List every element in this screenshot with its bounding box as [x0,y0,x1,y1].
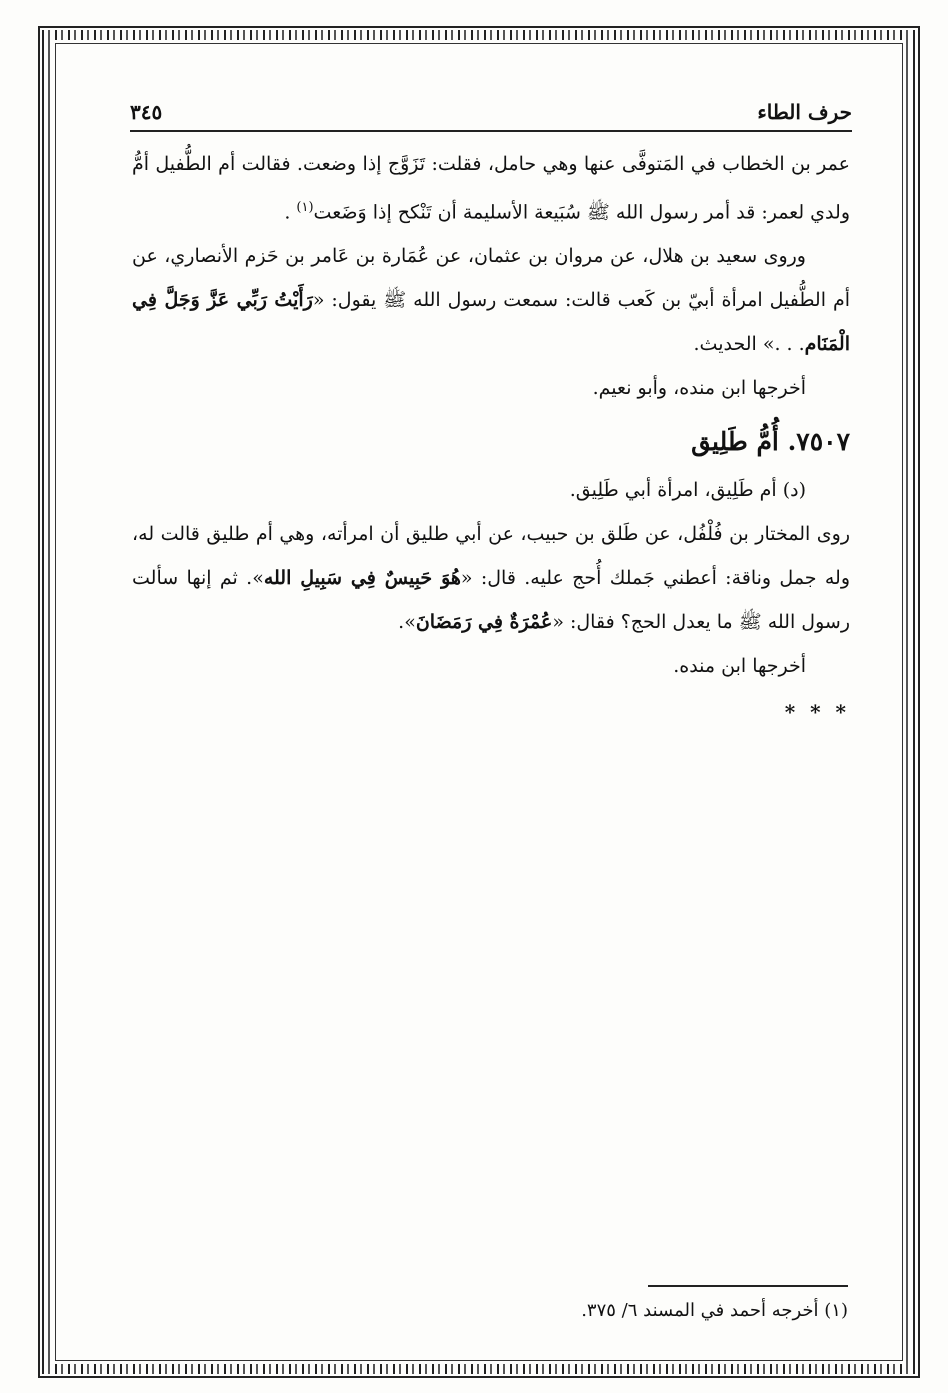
paragraph-5: روى المختار بن فُلْفُل، عن طَلق بن حبيب، عن أبي طليق أن امرأته، وهي أم طليق قالت له، وله جمل وناقة: أعطني جَملك أُحج عليه. قال: «هُوَ حَبِيسٌ فِي سَبِيلِ الله». ثم إنها سألت رسول الله ﷺ ما يعدل الحج؟ فقال: «عُمْرَةٌ فِي رَمَضَانَ». [132,523,851,634]
chapter-title: حرف الطاء [757,100,852,124]
footnote-marker: (١) [296,200,314,215]
entry-title: ٧٥٠٧. أُمُّ طَلِيق [691,427,850,457]
running-header [130,96,852,128]
paragraph-4: (د) أم طَلِيق، امرأة أبي طَلِيق. [569,479,806,502]
footnote-rule [648,1285,848,1287]
hadith-quote: عُمْرَةٌ فِي رَمَضَانَ [415,611,553,634]
paragraph-3: أخرجها ابن منده، وأبو نعيم. [592,377,806,400]
section-divider-stars: * * * [784,700,850,725]
hadith-quote: رَأَيْتُ رَبِّي عَزَّ وَجَلَّ فِي الْمَنَام [132,289,850,356]
paragraph-2: وروى سعيد بن هلال، عن مروان بن عثمان، عن عُمَارة بن عَامر بن حَزم الأنصاري، عن أم الطُّفيل امرأة أبيّ بن كَعب قالت: سمعت رسول الله ﷺ يقول: «رَأَيْتُ رَبِّي عَزَّ وَجَلَّ فِي الْمَنَام. . .» الحديث. [132,245,850,356]
footnote: (١) أخرجه أحمد في المسند ٦/ ٣٧٥. [581,1300,848,1321]
header-rule [130,130,852,132]
hadith-quote: هُوَ حَبِيسٌ فِي سَبِيلِ الله [263,567,461,590]
paragraph-1: عمر بن الخطاب في المَتوفَّى عنها وهي حامل، فقلت: تَزَوَّج إذا وضعت. فقالت أم الطُّفيل أمُّ ولدي لعمر: قد أمر رسول الله ﷺ سُبَيعة الأسليمة أن تَنْكح إذا وَضَعت$^{(١)}$ . [132,153,850,224]
paragraph-6: أخرجها ابن منده. [673,655,806,678]
page-number: ٣٤٥ [130,100,163,124]
main-text [132,142,850,734]
